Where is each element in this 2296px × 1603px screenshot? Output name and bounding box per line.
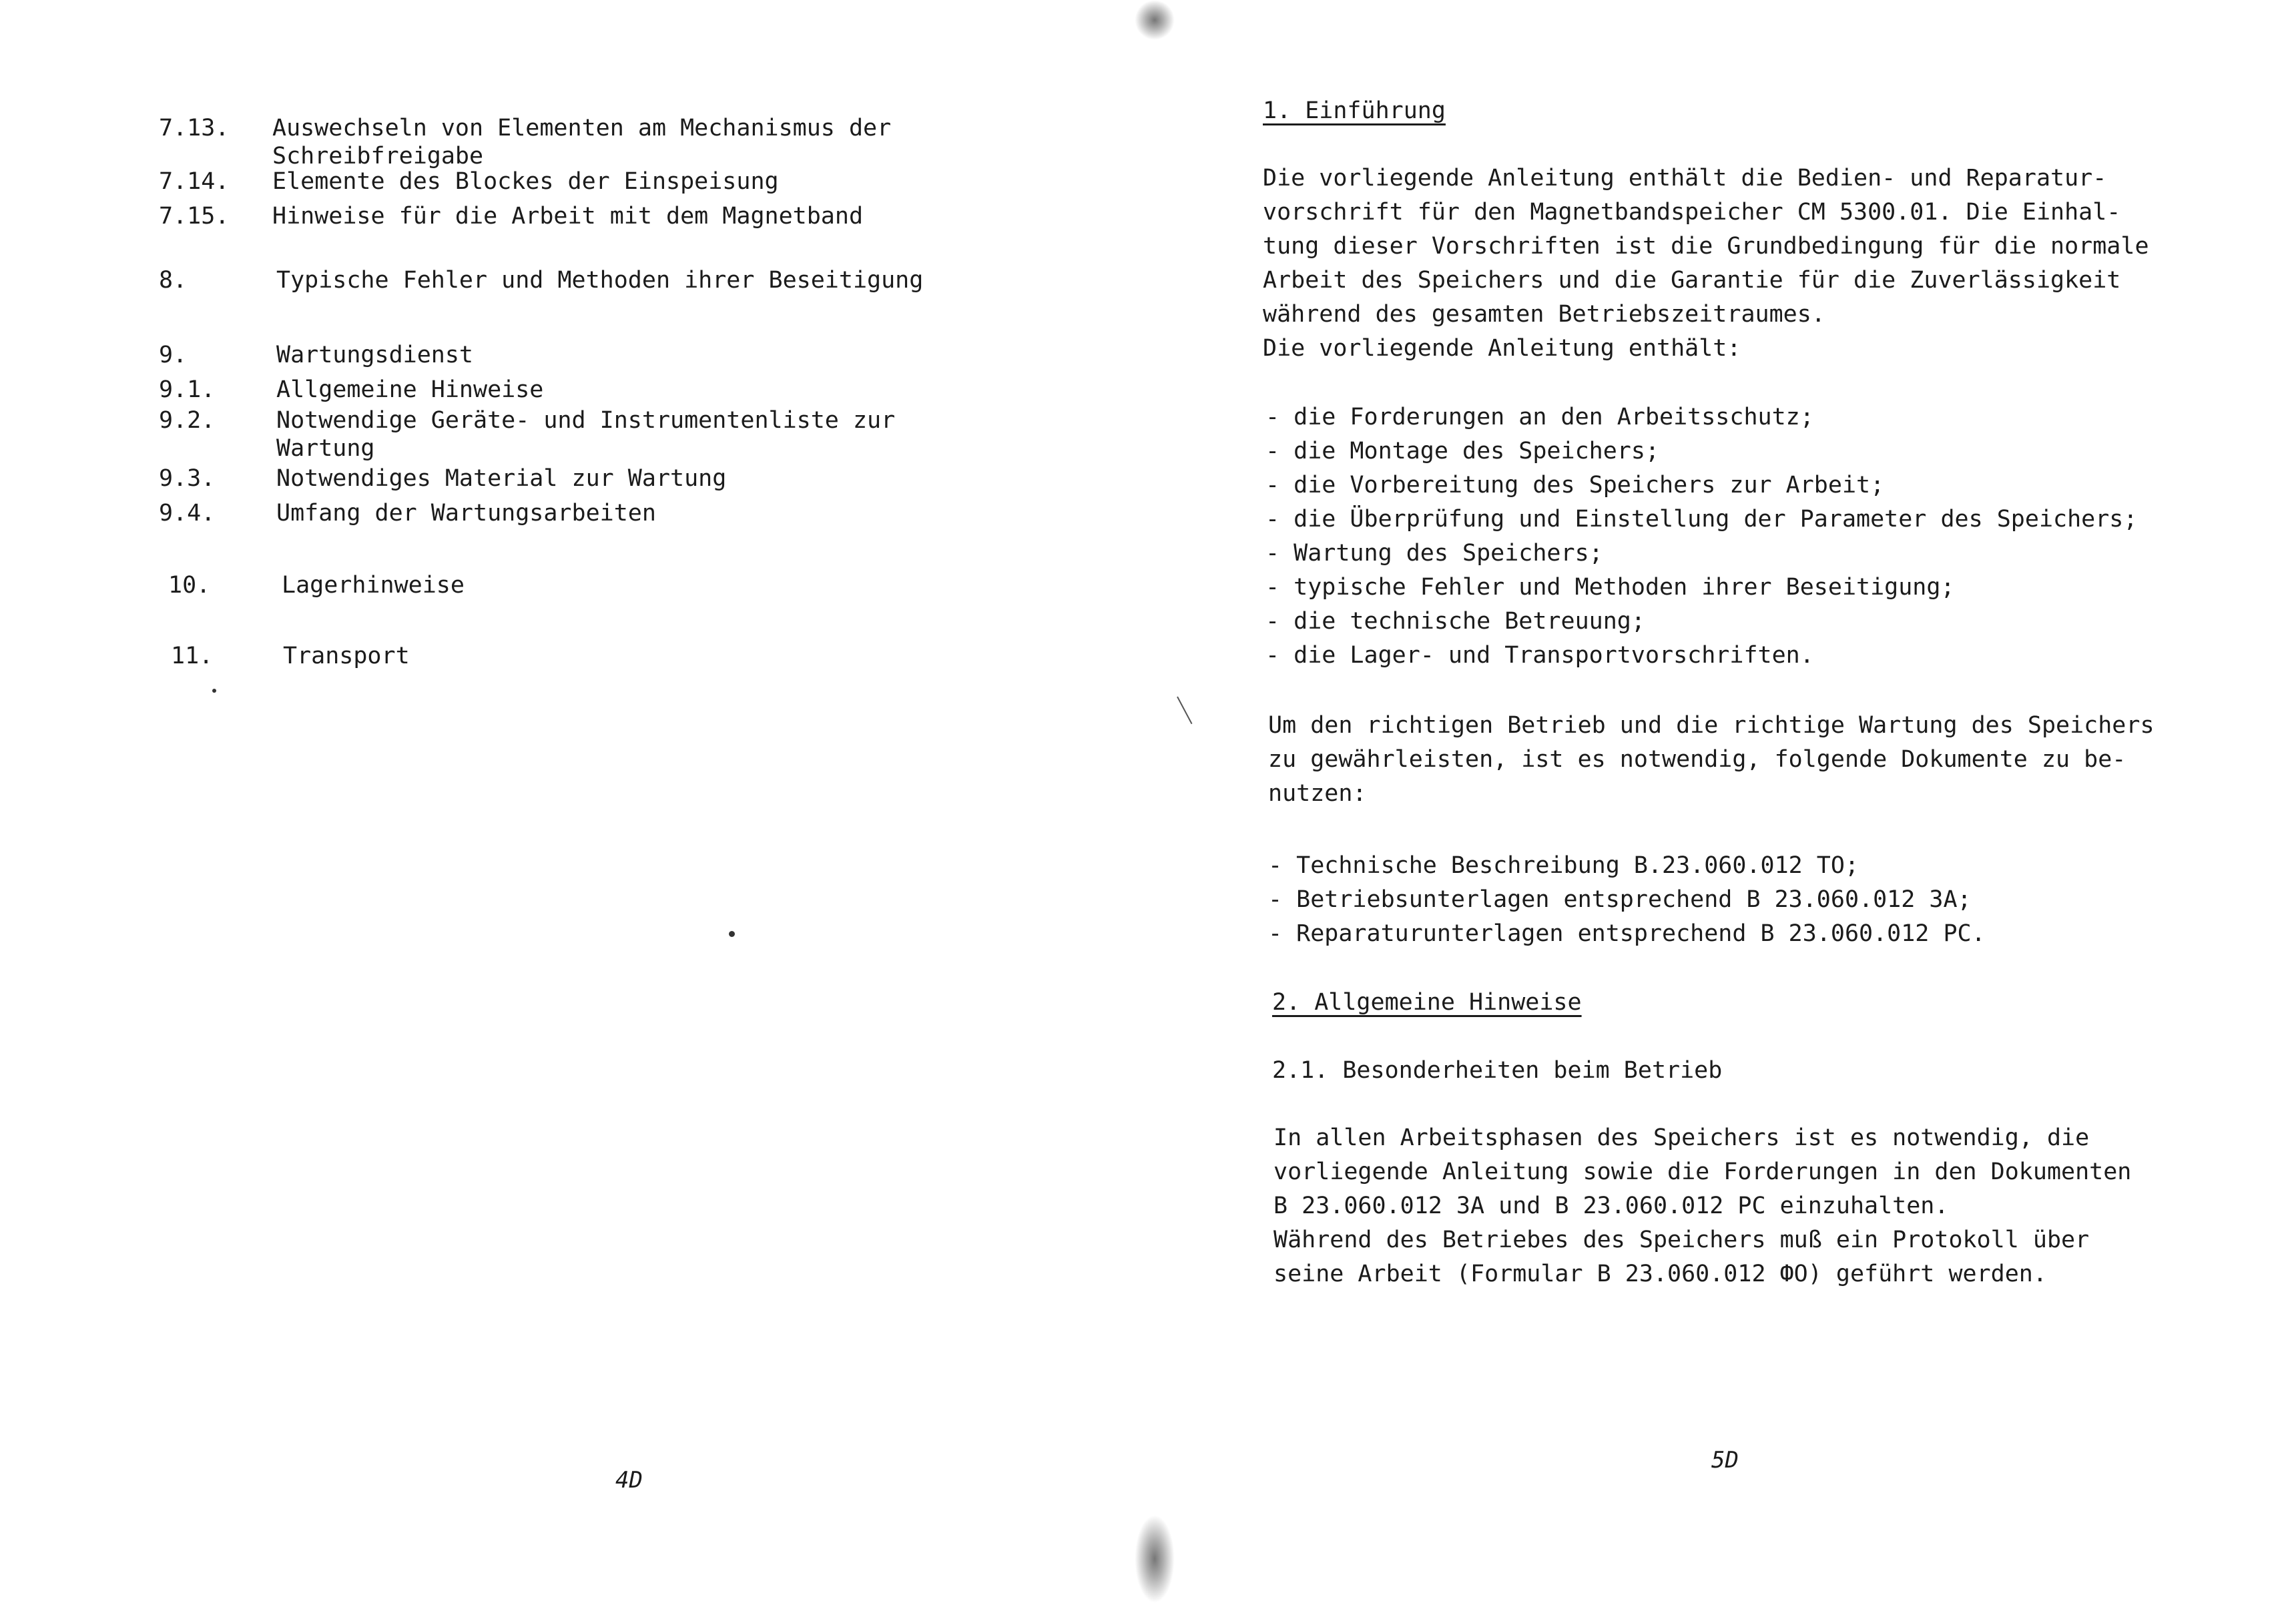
text-line: vorschrift für den Magnetbandspeicher CM 5300.01. Die Einhal-	[1263, 199, 2121, 226]
list-item: - die Lager- und Transportvorschriften.	[1265, 642, 1814, 669]
text-line: nutzen:	[1268, 780, 1367, 807]
toc-number: 7.13.	[159, 115, 230, 141]
documents-paragraph	[1268, 709, 2155, 811]
text-line: seine Arbeit (Formular B 23.060.012 ФО) geführt werden.	[1273, 1261, 2047, 1287]
page-number: 4D	[615, 1467, 643, 1494]
toc-title: Typische Fehler und Methoden ihrer Beseitigung	[276, 267, 924, 294]
list-item: - die Vorbereitung des Speichers zur Arbeit;	[1265, 472, 1885, 499]
list-item: - die technische Betreuung;	[1265, 608, 1645, 635]
text-line: Die vorliegende Anleitung enthält:	[1263, 335, 1741, 362]
toc-number: 7.15.	[159, 203, 230, 230]
list-item: - die Montage des Speichers;	[1265, 438, 1660, 464]
list-item: - Betriebsunterlagen entsprechend B 23.060.012 3A;	[1268, 886, 1972, 913]
right-page	[1148, 0, 2296, 1603]
text-line: zu gewährleisten, ist es notwendig, folgende Dokumente zu be-	[1268, 746, 2126, 773]
toc-title: Auswechseln von Elementen am Mechanismus der Schreibfreigabe	[272, 115, 892, 170]
text-line: Die vorliegende Anleitung enthält die Bedien- und Reparatur-	[1263, 165, 2107, 192]
section-heading: 1. Einführung	[1263, 97, 1446, 124]
toc-title: Umfang der Wartungsarbeiten	[276, 500, 656, 527]
toc-number: 9.	[159, 342, 188, 368]
toc-number: 9.1.	[159, 376, 216, 403]
toc-title: Notwendige Geräte- und Instrumentenliste zur Wartung	[276, 407, 896, 462]
toc-title: Elemente des Blockes der Einspeisung	[272, 168, 779, 195]
toc-title: Hinweise für die Arbeit mit dem Magnetband	[272, 203, 864, 230]
subsection-heading: 2.1. Besonderheiten beim Betrieb	[1272, 1057, 1723, 1084]
operation-paragraph	[1273, 1121, 2131, 1291]
list-item: - Reparaturunterlagen entsprechend B 23.060.012 PC.	[1268, 920, 1986, 947]
text-line: Um den richtigen Betrieb und die richtige Wartung des Speichers	[1268, 712, 2155, 739]
toc-number: 11.	[171, 643, 214, 669]
toc-title: Allgemeine Hinweise	[276, 376, 544, 403]
toc-number: 7.14.	[159, 168, 230, 195]
list-item: - die Überprüfung und Einstellung der Parameter des Speichers;	[1265, 506, 2138, 533]
text-line: B 23.060.012 3A und B 23.060.012 PC einzuhalten.	[1273, 1193, 1949, 1219]
text-line: während des gesamten Betriebszeitraumes.	[1263, 301, 1825, 328]
list-item: - die Forderungen an den Arbeitsschutz;	[1265, 404, 1814, 430]
toc-number: 9.2.	[159, 407, 216, 434]
toc-number: 9.4.	[159, 500, 216, 527]
documents-list	[1268, 849, 1986, 951]
toc-number: 8.	[159, 267, 188, 294]
text-line: Arbeit des Speichers und die Garantie für die Zuverlässigkeit	[1263, 267, 2121, 294]
toc-number: 9.3.	[159, 465, 216, 492]
contents-list	[1265, 400, 2137, 673]
page-number: 5D	[1711, 1447, 1739, 1474]
text-line: vorliegende Anleitung sowie die Forderungen in den Dokumenten	[1273, 1159, 2132, 1185]
toc-title: Wartungsdienst	[276, 342, 474, 368]
list-item: - Wartung des Speichers;	[1265, 540, 1603, 567]
toc-title: Transport	[283, 643, 410, 669]
section-heading: 2. Allgemeine Hinweise	[1272, 989, 1582, 1016]
text-line: In allen Arbeitsphasen des Speichers ist es notwendig, die	[1273, 1125, 2090, 1151]
text-line: Während des Betriebes des Speichers muß ein Protokoll über	[1273, 1227, 2090, 1253]
toc-title: Lagerhinweise	[282, 572, 465, 599]
text-line: tung dieser Vorschriften ist die Grundbedingung für die normale	[1263, 233, 2149, 260]
toc-number: 10.	[168, 572, 211, 599]
list-item: - Technische Beschreibung B.23.060.012 TO;	[1268, 852, 1859, 879]
toc-title: Notwendiges Material zur Wartung	[276, 465, 727, 492]
intro-paragraph	[1263, 162, 2149, 366]
list-item: - typische Fehler und Methoden ihrer Beseitigung;	[1265, 574, 1955, 601]
